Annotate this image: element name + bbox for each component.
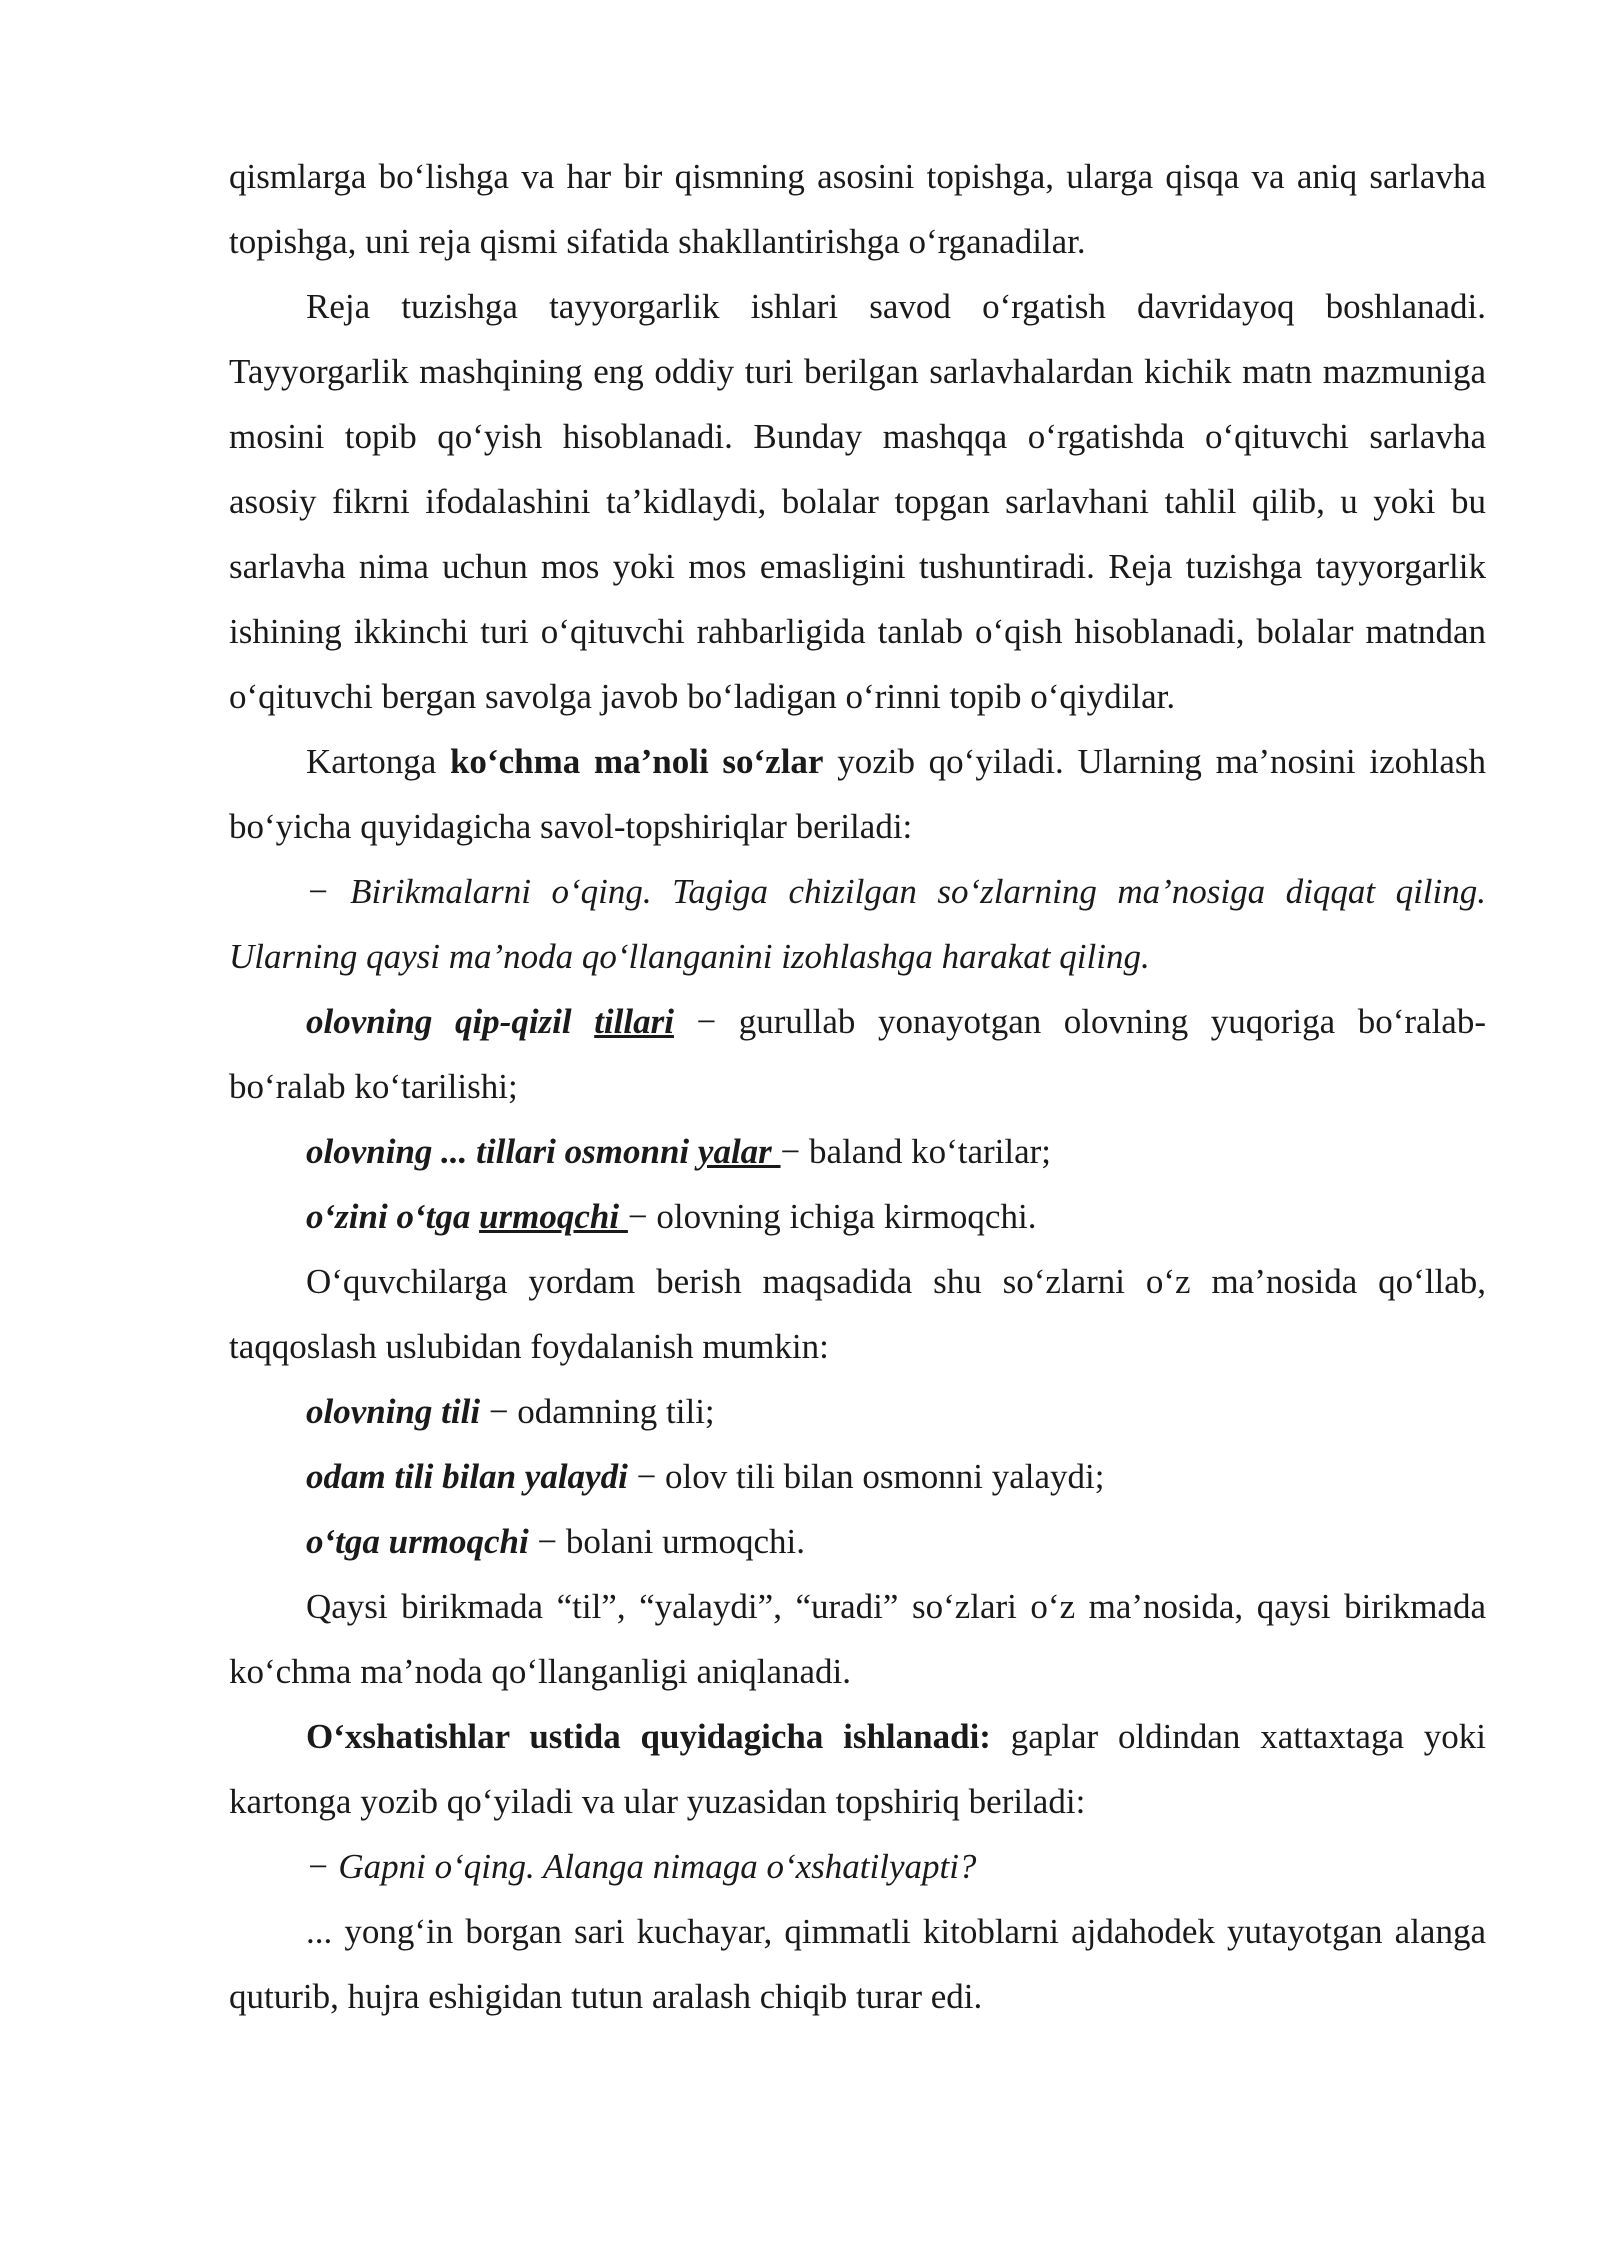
comparison-phrase: odam tili bilan yalaydi — [306, 1457, 628, 1496]
underlined-word: yalar — [697, 1132, 781, 1171]
paragraph-text: Kartonga — [306, 742, 450, 781]
paragraph-yordam: O‘quvchilarga yordam berish maqsadida shu so‘zlarni o‘z ma’nosida qo‘llab, taqqoslash uslubidan foydalanish mumkin: — [229, 1262, 1486, 1366]
paragraph-qaysi-birikmada: Qaysi birikmada “til”, “yalaydi”, “uradi” so‘zlari o‘z ma’nosida, qaysi birikmada ko‘chma ma’noda qo‘llanganligi aniqlanadi. — [229, 1587, 1486, 1691]
paragraph-text: yozib qo‘yiladi. Ularning ma’nosini izohlash bo‘yicha quyidagicha savol-topshiriqlar beriladi: — [229, 742, 1486, 846]
comparison-explanation: − olov tili bilan osmonni yalaydi; — [627, 1457, 1105, 1496]
underlined-word: tillari — [594, 1002, 674, 1041]
comparison-item-2 — [229, 1444, 1486, 1509]
comparison-explanation: − odamning tili; — [480, 1392, 715, 1431]
example-phrase: o‘zini o‘tga — [306, 1197, 480, 1236]
italic-instruction: − Birikmalarni o‘qing. Tagiga chizilgan so‘zlarning ma’nosiga diqqat qiling. Ularning qaysi ma’noda qo‘llanganini izohlashga harakat qiling. — [229, 872, 1486, 976]
example-item-3 — [229, 1184, 1486, 1249]
quoted-sentence: ... yong‘in borgan sari kuchayar, qimmatli kitoblarni ajdahodek yutayotgan alanga quturib, hujra eshigidan tutun aralash chiqib turar edi. — [229, 1912, 1486, 2016]
paragraph-kartonga — [229, 729, 1486, 859]
comparison-phrase: o‘tga urmoqchi — [306, 1522, 529, 1561]
task-question — [229, 1834, 1486, 1899]
example-explanation: − gurullab yonayotgan olovning yuqoriga bo‘ralab-bo‘ralab ko‘tarilishi; — [229, 1002, 1486, 1106]
body-text — [229, 144, 1486, 2029]
paragraph-reja-tayyorgarlik: Reja tuzishga tayyorgarlik ishlari savod o‘rgatish davridayoq boshlanadi. Tayyorgarlik mashqining eng oddiy turi berilgan sarlavhalardan kichik matn mazmuniga mosini topib qo‘yish hisoblanadi. Bunday mashqqa o‘rgatishda o‘qituvchi sarlavha asosiy fikrni ifodalashini ta’kidlaydi, bolalar topgan sarlavhani tahlil qilib, u yoki bu sarlavha nima uchun mos yoki mos emasligini tushuntiradi. Reja tuzishga tayyorgarlik ishining ikkinchi turi o‘qituvchi rahbarligida tanlab o‘qish hisoblanadi, bolalar matndan o‘qituvchi bergan savolga javob bo‘ladigan o‘rinni topib o‘qiydilar. — [229, 287, 1486, 716]
example-phrase: olovning qip-qizil — [306, 1002, 595, 1041]
bold-term: ko‘chma ma’noli so‘zlar — [449, 742, 824, 781]
example-item-2 — [229, 1119, 1486, 1184]
comparison-item-3 — [229, 1509, 1486, 1574]
bold-heading: O‘xshatishlar ustida quyidagicha ishlanadi: — [306, 1717, 991, 1756]
example-explanation: − baland ko‘tarilar; — [780, 1132, 1052, 1171]
comparison-explanation: − bolani urmoqchi. — [528, 1522, 806, 1561]
task-instruction — [229, 859, 1486, 989]
paragraph-continuation: qismlarga bo‘lishga va har bir qismning asosini topishga, ularga qisqa va aniq sarlavha topishga, uni reja qismi sifatida shakllantirishga o‘rganadilar. — [229, 157, 1486, 261]
example-explanation: − olovning ichiga kirmoqchi. — [627, 1197, 1037, 1236]
italic-question: − Gapni o‘qing. Alanga nimaga o‘xshatilyapti? — [306, 1847, 977, 1886]
example-phrase: olovning ... tillari osmonni — [306, 1132, 698, 1171]
underlined-word: urmoqchi — [479, 1197, 628, 1236]
comparison-item-1 — [229, 1379, 1486, 1444]
paragraph-text: gaplar oldindan xattaxtaga yoki kartonga yozib qo‘yiladi va ular yuzasidan topshiriq beriladi: — [229, 1717, 1486, 1821]
comparison-phrase: olovning tili — [306, 1392, 481, 1431]
example-item-1 — [229, 989, 1486, 1119]
paragraph-oxshatishlar — [229, 1704, 1486, 1834]
